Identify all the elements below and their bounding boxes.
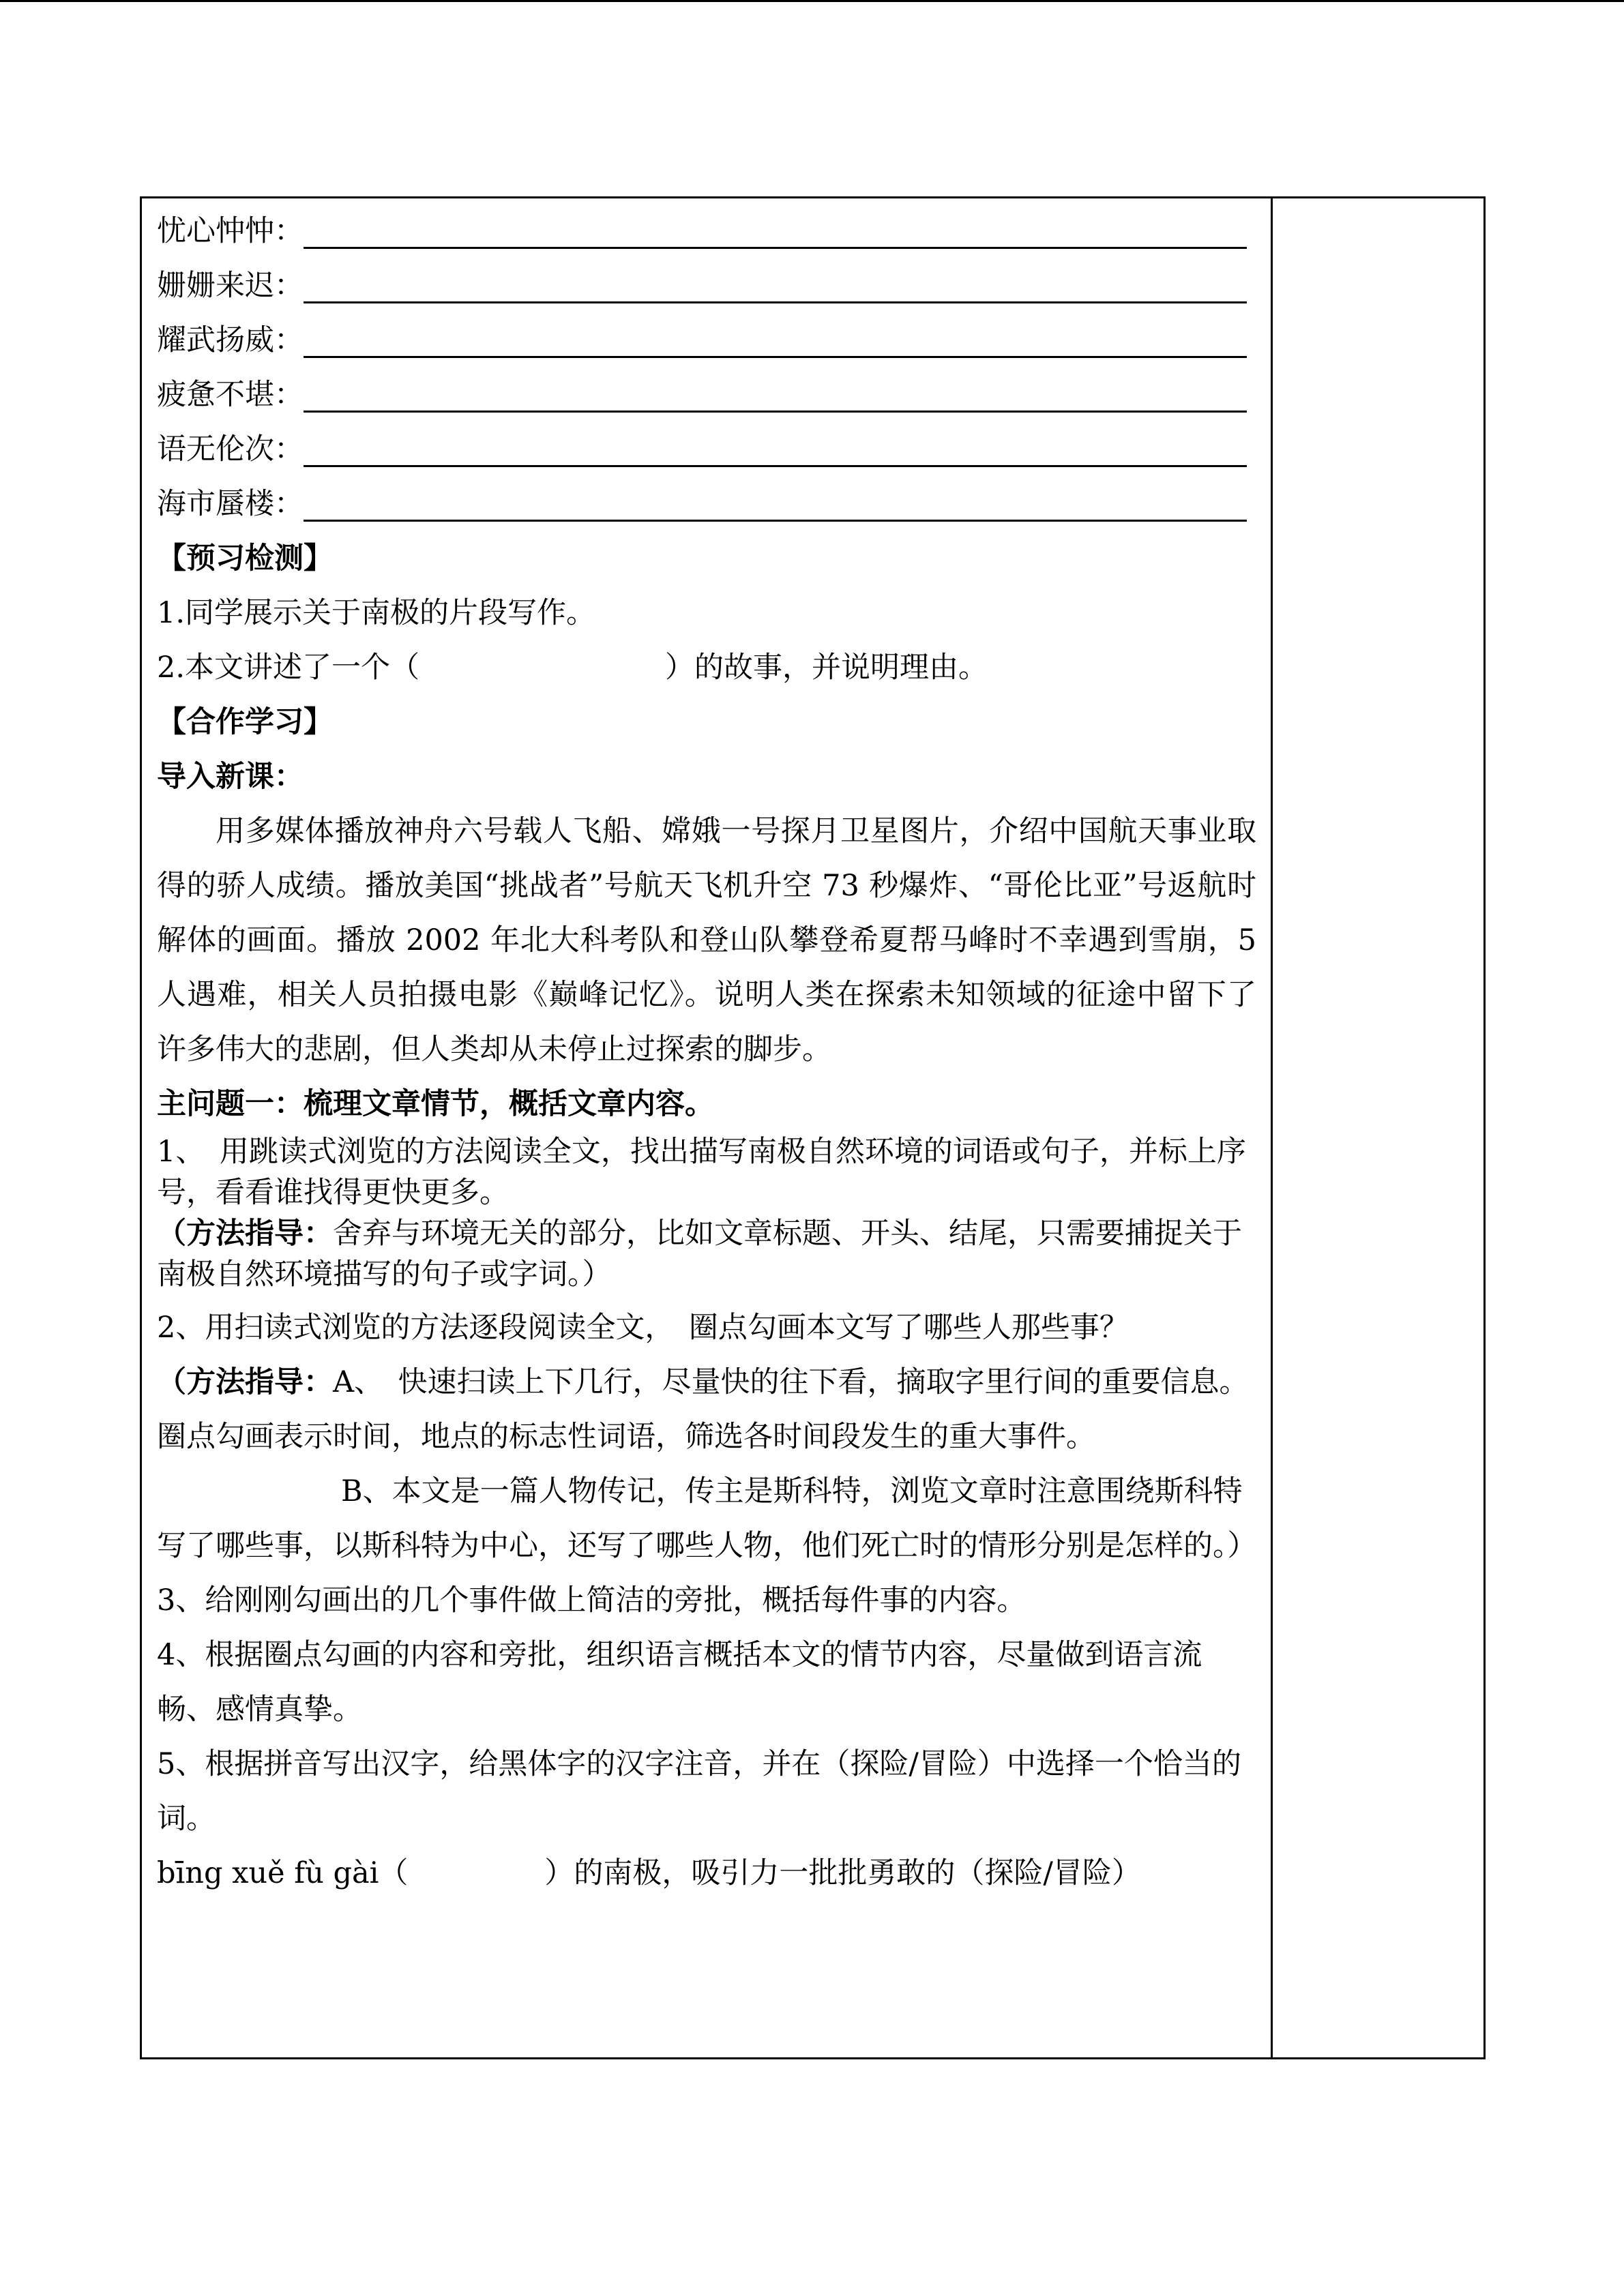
vocab-term: 语无伦次：	[157, 432, 304, 466]
vocab-row	[157, 368, 1256, 422]
intro-heading: 导入新课：	[157, 760, 304, 794]
preview-item-1: 1.同学展示关于南极的片段写作。	[157, 596, 596, 630]
worksheet-content	[157, 204, 1256, 1900]
vocab-answer-blank[interactable]	[304, 301, 1247, 303]
step-2-method-a	[157, 1355, 1256, 1464]
step-2: 2、用扫读式浏览的方法逐段阅读全文， 圈点勾画本文写了哪些人那些事？	[157, 1311, 1129, 1345]
pinyin-text: bīng xuě fù gài（	[157, 1856, 409, 1890]
vocab-row	[157, 204, 1256, 258]
pinyin-line-end: ）的南极，吸引力一批批勇敢的（探险/冒险）	[544, 1856, 1141, 1890]
step-3: 3、给刚刚勾画出的几个事件做上简洁的旁批，概括每件事的内容。	[157, 1583, 1027, 1617]
preview-item-2-start: 2.本文讲述了一个（	[157, 651, 420, 685]
step-5: 5、根据拼音写出汉字，给黑体字的汉字注音，并在（探险/冒险）中选择一个恰当的词。	[157, 1747, 1241, 1836]
preview-item-2	[157, 640, 1256, 695]
method-text: A、 快速扫读上下几行，尽量快的往下看，摘取字里行间的重要信息。圈点勾画表示时间，地点的标志性词语，筛选各时间段发生的重大事件。	[157, 1365, 1249, 1454]
intro-paragraph: 用多媒体播放神舟六号载人飞船、嫦娥一号探月卫星图片，介绍中国航天事业取得的骄人成绩。播放美国“挑战者”号航天飞机升空 73 秒爆炸、“哥伦比亚”号返航时解体的画面。播放 2002 年北大科考队和登山队攀登希夏帮马峰时不幸遇到雪崩，5 人遇难，相关人员拍摄电影《巅峰记忆》。说明人类在探索未知领域的征途中留下了许多伟大的悲剧，但人类却从未停止过探索的脚步。	[157, 814, 1256, 1067]
step-1: 1、 用跳读式浏览的方法阅读全文，找出描写南极自然环境的词语或句子，并标上序号，看看谁找得更快更多。	[157, 1135, 1246, 1210]
vocab-answer-blank[interactable]	[304, 465, 1247, 467]
vocab-row	[157, 477, 1256, 531]
vocab-answer-blank[interactable]	[304, 247, 1247, 249]
worksheet-table	[140, 196, 1486, 2059]
vocab-row	[157, 422, 1256, 477]
method-label: （方法指导：	[157, 1365, 333, 1399]
vocab-row	[157, 313, 1256, 368]
question-1-heading: 主问题一：梳理文章情节，概括文章内容。	[157, 1087, 714, 1121]
vocab-answer-blank[interactable]	[304, 411, 1247, 413]
vocab-term: 忧心忡忡：	[157, 214, 304, 248]
vocab-answer-blank[interactable]	[304, 520, 1247, 522]
vocab-term: 姗姗来迟：	[157, 269, 304, 303]
vocab-term: 海市蜃楼：	[157, 487, 304, 521]
vocab-term: 耀武扬威：	[157, 323, 304, 357]
top-border-line	[0, 0, 1624, 2]
vocab-row	[157, 258, 1256, 313]
step-1-method	[157, 1213, 1256, 1295]
method-text: B、本文是一篇人物传记，传主是斯科特，浏览文章时注意围绕斯科特写了哪些事，以斯科特为中心，还写了哪些人物，他们死亡时的情形分别是怎样的。）	[157, 1474, 1257, 1563]
vocab-answer-blank[interactable]	[304, 356, 1247, 358]
preview-heading: 【预习检测】	[157, 541, 333, 576]
preview-item-2-end: ）的故事，并说明理由。	[665, 651, 988, 685]
step-2-method-b	[157, 1464, 1256, 1573]
pinyin-line	[157, 1846, 1256, 1900]
notes-column-divider	[1271, 198, 1273, 2057]
step-4: 4、根据圈点勾画的内容和旁批，组织语言概括本文的情节内容，尽量做到语言流畅、感情真挚。	[157, 1638, 1202, 1727]
method-text: 舍弃与环境无关的部分，比如文章标题、开头、结尾，只需要捕捉关于南极自然环境描写的句子或字词。）	[157, 1217, 1242, 1292]
coop-heading: 【合作学习】	[157, 705, 333, 739]
method-label: （方法指导：	[157, 1217, 333, 1251]
vocab-term: 疲惫不堪：	[157, 378, 304, 412]
